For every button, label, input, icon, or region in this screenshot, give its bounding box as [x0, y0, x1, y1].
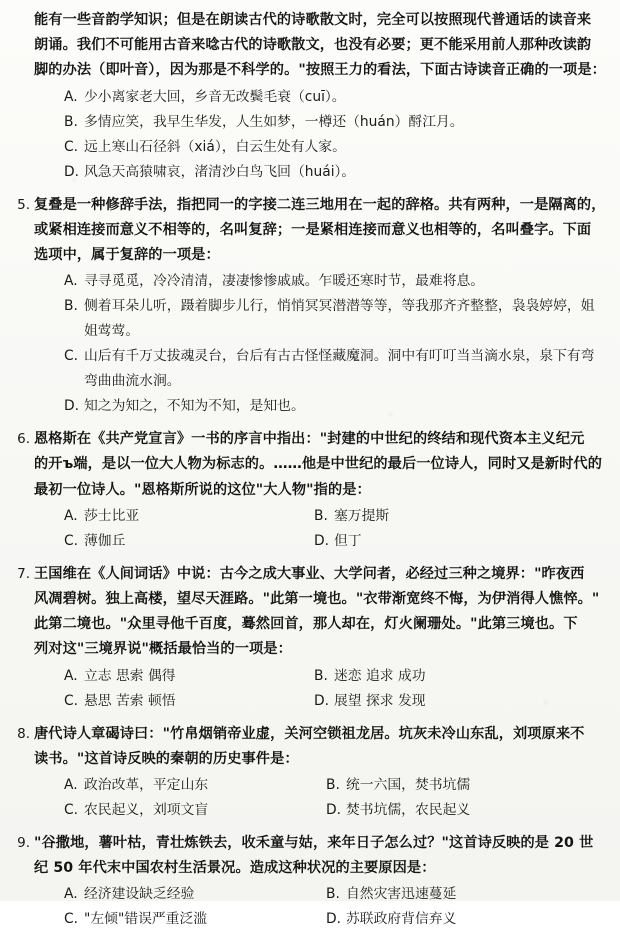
option-text: 立志 思索 偶得 — [84, 667, 176, 684]
question-stem — [34, 562, 606, 663]
option-label: D. — [326, 802, 342, 819]
stem-line: 列对这"三境界说"概括最恰当的一项是： — [34, 641, 292, 658]
option-label: D. — [64, 163, 80, 180]
option-label: B. — [64, 113, 78, 130]
option-text: 苏联政府背信弃义 — [346, 911, 457, 928]
option-a[interactable] — [64, 882, 326, 907]
option-d[interactable] — [34, 160, 606, 185]
option-text: 但丁 — [334, 532, 362, 549]
question-block — [10, 427, 606, 554]
option-label: A. — [64, 777, 78, 794]
option-text: 展望 探求 发现 — [334, 692, 426, 709]
stem-line: 或紧相连接而意义不相等的，名叫复辞；一是紧相连接而意义也相等的，名叫叠字。下面 — [34, 221, 592, 238]
stem-line: 能有一些音韵学知识；但是在朗读古代的诗歌散文时，完全可以按照现代普通话的读音来 — [34, 12, 592, 28]
option-text: 多情应笑，我早生华发，人生如梦，一樽还（huán）酹江月。 — [84, 113, 464, 130]
option-label: A. — [64, 886, 78, 903]
option-row — [34, 882, 606, 907]
option-text: 焚书坑儒，农民起义 — [346, 802, 471, 819]
option-text: 塞万提斯 — [334, 507, 390, 524]
question-number: 7. — [17, 565, 30, 582]
option-label: C. — [64, 138, 79, 155]
option-b[interactable] — [34, 294, 606, 319]
option-a[interactable] — [34, 85, 606, 110]
option-label: B. — [314, 507, 328, 524]
stem-line: 风凋碧树。独上高楼，望尽天涯路。"此第一境也。"衣带渐宽终不悔，为伊消得人憔悴。" — [34, 591, 600, 608]
option-row — [34, 689, 606, 714]
question-stem — [34, 722, 606, 772]
option-label: A. — [64, 88, 78, 105]
option-row — [34, 504, 606, 529]
option-text: 山后有千万丈拔魂灵台，台后有古古怪怪藏魔洞。洞中有叮叮当当滴水泉，泉下有弯 — [84, 348, 595, 365]
option-text: 政治改革，平定山东 — [84, 777, 209, 794]
stem-line: 纪 50 年代末中国农村生活景况。造成这种状况的主要原因是： — [34, 860, 436, 877]
option-text: 风急天高猿啸哀，渚清沙白鸟飞回（huái）。 — [84, 163, 356, 180]
option-label: B. — [326, 777, 340, 794]
question-stem — [34, 427, 606, 503]
stem-line: 此第二境也。"众里寻他千百度，蓦然回首，那人却在，灯火阑珊处。"此第三境也。下 — [34, 616, 578, 633]
option-label: D. — [314, 532, 330, 549]
option-text: 知之为知之，不知为不知，是知也。 — [84, 398, 305, 415]
option-text: 悬思 苦索 顿悟 — [84, 692, 176, 709]
option-list — [34, 882, 606, 932]
stem-line: 读书。"这首诗反映的秦朝的历史事件是： — [34, 750, 299, 767]
option-label: C. — [64, 911, 79, 928]
option-list — [34, 269, 606, 419]
option-label: B. — [314, 667, 328, 684]
question-block — [10, 831, 606, 932]
option-label: B. — [64, 298, 78, 315]
option-label: B. — [326, 886, 340, 903]
stem-line: 复叠是一种修辞手法，指把同一的字接二连三地用在一起的辞格。共有两种，一是隔离的， — [34, 196, 606, 213]
option-row — [34, 907, 606, 932]
option-d[interactable] — [34, 394, 606, 419]
stem-line: 朗诵。我们不可能用古音来唸古代的诗歌散文，也没有必要；更不能采用前人那种改读韵 — [34, 37, 592, 54]
option-b-continued: 姐莺莺。 — [84, 323, 140, 340]
option-text: 迷恋 追求 成功 — [334, 667, 426, 684]
option-text: 薄伽丘 — [84, 532, 126, 549]
stem-line: "谷撒地，薯叶枯，青壮炼铁去，收禾童与姑，来年日子怎么过？"这首诗反映的是 20 世 — [34, 835, 594, 852]
option-b[interactable] — [326, 773, 586, 798]
option-text: 侧着耳朵儿听，蹑着脚步儿行，悄悄冥冥潜潜等等，等我那齐齐整整，袅袅婷婷，姐 — [84, 298, 595, 315]
option-label: A. — [64, 273, 78, 290]
option-a[interactable] — [34, 269, 606, 294]
option-c[interactable] — [64, 529, 314, 554]
option-text: 自然灾害迅速蔓延 — [346, 886, 457, 903]
option-d[interactable] — [326, 907, 586, 932]
option-b[interactable] — [34, 110, 606, 135]
option-list — [34, 773, 606, 823]
option-c[interactable] — [64, 798, 326, 823]
option-label: A. — [64, 507, 78, 524]
option-text: 农民起义，刘项文盲 — [84, 802, 209, 819]
question-stem — [34, 193, 606, 269]
stem-line: 最初一位诗人。"恩格斯所说的这位"大人物"指的是： — [34, 481, 371, 498]
option-row — [34, 773, 606, 798]
option-label: C. — [64, 348, 79, 365]
question-block — [10, 722, 606, 823]
option-list — [34, 85, 606, 185]
option-row — [34, 798, 606, 823]
option-label: C. — [64, 802, 79, 819]
question-block — [10, 193, 606, 420]
question-number: 8. — [17, 725, 30, 742]
option-text: 少小离家老大回，乡音无改鬓毛衰（cuī）。 — [84, 88, 346, 105]
question-stem — [34, 8, 606, 84]
question-stem — [34, 831, 606, 881]
option-text: 统一六国，焚书坑儒 — [346, 777, 471, 794]
option-d[interactable] — [314, 689, 574, 714]
question-number: 5. — [17, 196, 30, 213]
option-list — [34, 504, 606, 554]
question-number: 6. — [17, 431, 30, 448]
option-label: A. — [64, 667, 78, 684]
option-text: 经济建设缺乏经验 — [84, 886, 195, 903]
option-label: C. — [64, 692, 79, 709]
option-text: 莎士比亚 — [84, 507, 140, 524]
option-label: D. — [314, 692, 330, 709]
option-b[interactable] — [314, 664, 574, 689]
option-b[interactable] — [314, 504, 574, 529]
question-number: 9. — [17, 835, 30, 852]
question-block — [10, 562, 606, 714]
question-block — [10, 8, 606, 185]
stem-line: 王国维在《人间词话》中说：古今之成大事业、大学问者，必经过三种之境界："昨夜西 — [34, 565, 585, 582]
option-c[interactable] — [64, 689, 314, 714]
option-c[interactable] — [34, 344, 606, 369]
stem-line: 恩格斯在《共产党宣言》一书的序言中指出："封建的中世纪的终结和现代资本主义纪元 — [34, 431, 585, 448]
option-label: D. — [64, 398, 80, 415]
option-list — [34, 664, 606, 714]
option-c[interactable] — [34, 135, 606, 160]
option-text: "左倾"错误严重泛滥 — [84, 911, 208, 928]
option-text: 寻寻觅觅，冷冷清清，凄凄惨惨戚戚。乍暖还寒时节，最难将息。 — [84, 273, 485, 290]
option-a[interactable] — [64, 504, 314, 529]
option-row — [34, 529, 606, 554]
option-b[interactable] — [326, 882, 586, 907]
stem-line: 唐代诗人章碣诗曰："竹帛烟销帝业虚，关河空锁祖龙居。坑灰未冷山东乱，刘项原来不 — [34, 725, 585, 742]
option-label: C. — [64, 532, 79, 549]
option-c[interactable] — [64, 907, 326, 932]
option-d[interactable] — [314, 529, 574, 554]
option-a[interactable] — [64, 773, 326, 798]
stem-line: 的开ъ端，是以一位大人物为标志的。……他是中世纪的最后一位诗人，同时又是新时代的 — [34, 456, 602, 473]
option-text: 远上寒山石径斜（xiá），白云生处有人家。 — [84, 138, 346, 155]
option-c-continued: 弯曲曲流水涧。 — [84, 373, 181, 390]
stem-line: 选项中，属于复辞的一项是： — [34, 247, 220, 264]
option-a[interactable] — [64, 664, 314, 689]
stem-line: 脚的办法（即叶音），因为那是不科学的。"按照王力的看法，下面古诗读音正确的一项是： — [34, 62, 606, 79]
option-label: D. — [326, 911, 342, 928]
option-row — [34, 664, 606, 689]
option-d[interactable] — [326, 798, 586, 823]
